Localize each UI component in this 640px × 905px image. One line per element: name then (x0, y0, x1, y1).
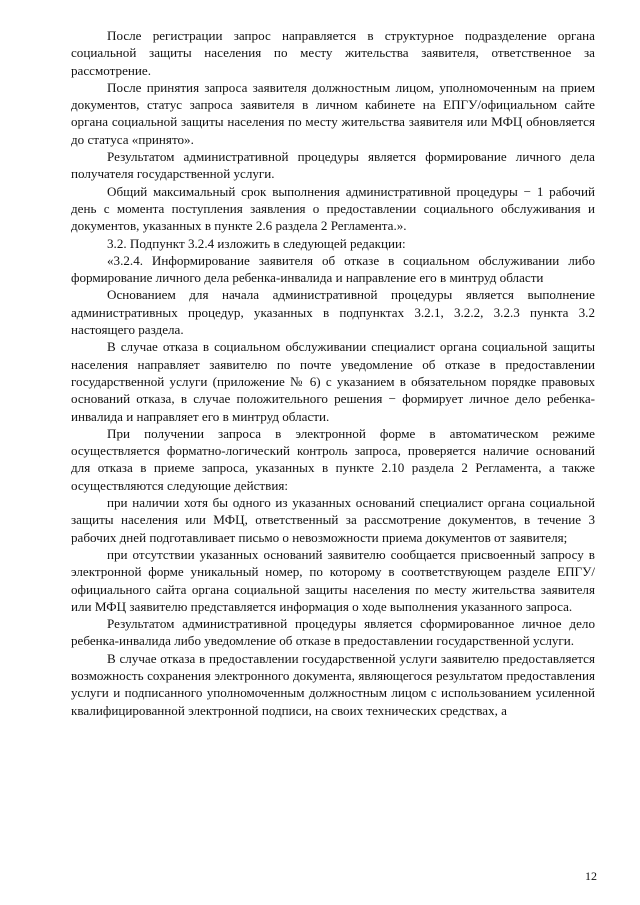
paragraph-13: В случае отказа в предоставлении государственной услуги заявителю предоставляется возможность сохранения электронного документа, являющегося результатом предоставления услуги и подписанного уполномоченным должностным лицом с использованием усиленной квалифицированной электронной подписи, на своих технических средствах, а (71, 650, 595, 718)
paragraph-9: При получении запроса в электронной форме в автоматическом режиме осуществляется форматно-логический контроль запроса, проверяется наличие оснований для отказа в приеме запроса, указанных в пункте 2.10 раздела 2 Регламента, а также осуществляются следующие действия: (71, 425, 595, 493)
paragraph-1: После регистрации запрос направляется в структурное подразделение органа социальной защиты населения по месту жительства заявителя, ответственное за рассмотрение. (71, 28, 595, 78)
paragraph-2: После принятия запроса заявителя должностным лицом, уполномоченным на прием документов, статус запроса заявителя в личном кабинете на ЕПГУ/официальном сайте органа социальной защиты населения по месту жительства заявителя или МФЦ обновляется до статуса «принято». (71, 79, 595, 147)
paragraph-8: В случае отказа в социальном обслуживании специалист органа социальной защиты населения направляет заявителю по почте уведомление об отказе в предоставлении государственной услуги (приложение № 6) с указанием в обязательном порядке правовых оснований отказа, в случае положительного решения − формирует личное дело ребенка-инвалида и направляет его в минтруд области. (71, 339, 595, 424)
paragraph-10: при наличии хотя бы одного из указанных оснований специалист органа социальной защиты населения или МФЦ, ответственный за рассмотрение документов, в течение 3 рабочих дней подготавливает письмо о невозможности приема документов от заявителя; (71, 495, 595, 545)
page-number: 12 (585, 869, 597, 883)
paragraph-7: Основанием для начала административной процедуры является выполнение административных процедур, указанных в подпунктах 3.2.1, 3.2.2, 3.2.3 пункта 3.2 настоящего раздела. (71, 287, 595, 338)
paragraph-11: при отсутствии указанных оснований заявителю сообщается присвоенный запросу в электронной форме уникальный номер, по которому в соответствующем разделе ЕПГУ/официального сайта органа социальной защиты населения по месту жительства заявителя или МФЦ заявителю представляется информация о ходе выполнения указанного запроса. (71, 546, 595, 614)
paragraph-6: «3.2.4. Информирование заявителя об отказе в социальном обслуживании либо формирование личного дела ребенка-инвалида и направление его в минтруд области (71, 252, 595, 286)
document-body (71, 27, 595, 719)
paragraph-12: Результатом административной процедуры является сформированное личное дело ребенка-инвалида либо уведомление об отказе в предоставлении государственной услуги. (71, 616, 595, 649)
paragraph-5: 3.2. Подпункт 3.2.4 изложить в следующей редакции: (107, 235, 406, 251)
paragraph-3: Результатом административной процедуры является формирование личного дела получателя государственной услуги. (71, 149, 595, 182)
paragraph-4: Общий максимальный срок выполнения административной процедуры − 1 рабочий день с момента поступления заявления о предоставлении социального обслуживания и документов, указанных в пункте 2.6 раздела 2 Регламента.». (71, 183, 595, 234)
